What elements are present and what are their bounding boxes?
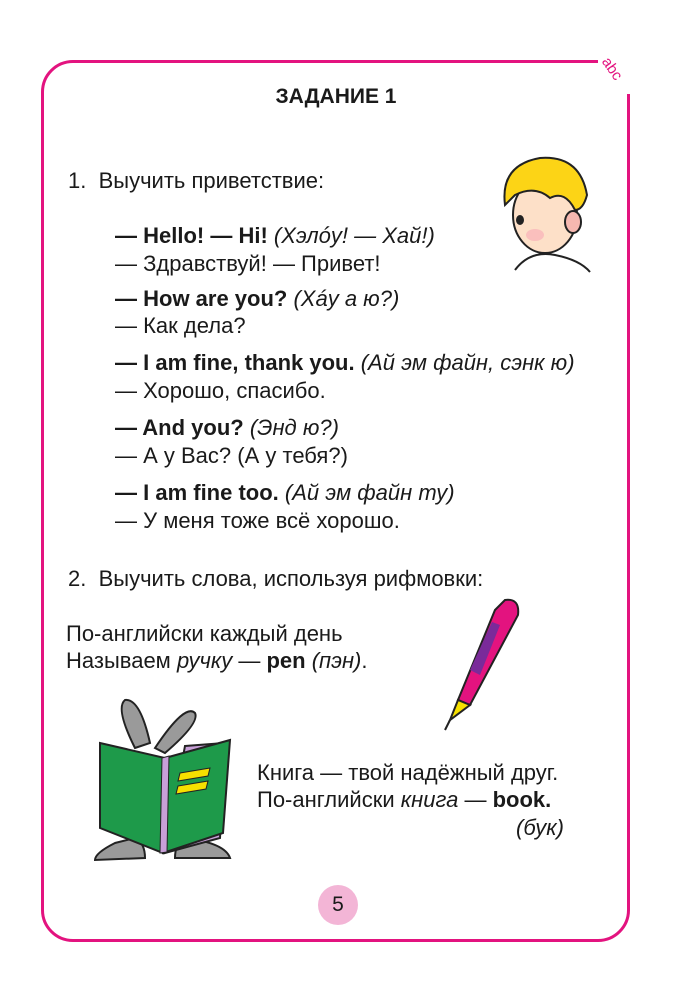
- dialogue-en-5: — I am fine too. (Ай эм файн ту): [115, 480, 455, 505]
- dialogue-en-3: — I am fine, thank you. (Ай эм файн, сэнк ю): [115, 350, 575, 375]
- rhyme-2-transcription: (бук): [516, 815, 564, 840]
- task-2-heading: 2. Выучить слова, используя рифмовки:: [68, 566, 484, 591]
- dialogue-en-2: — How are you? (Хáу а ю?): [115, 286, 400, 311]
- dialogue-en-4: — And you? (Энд ю?): [115, 415, 339, 440]
- dialogue-ru-1: — Здравствуй! — Привет!: [115, 251, 381, 276]
- dialogue-en-1: — Hello! — Hi! (Хэлóу! — Хай!): [115, 223, 435, 248]
- rhyme-1-line-1: По-английски каждый день: [66, 621, 343, 646]
- boy-illustration: [495, 150, 605, 275]
- page-title: ЗАДАНИЕ 1: [275, 85, 397, 108]
- dialogue-ru-3: — Хорошо, спасибо.: [115, 378, 326, 403]
- dialogue-ru-4: — А у Вас? (А у тебя?): [115, 443, 348, 468]
- task-1-heading: 1. Выучить приветствие:: [68, 168, 325, 193]
- rabbit-with-book-illustration: [85, 688, 245, 863]
- rhyme-1-line-2: Называем ручку — pen (пэн).: [66, 648, 368, 673]
- rhyme-2-line-2: По-английски книга — book.: [257, 787, 552, 812]
- dialogue-ru-5: — У меня тоже всё хорошо.: [115, 508, 400, 533]
- page-number: 5: [318, 885, 358, 925]
- dialogue-ru-2: — Как дела?: [115, 313, 246, 338]
- rhyme-2-line-1: Книга — твой надёжный друг.: [257, 760, 559, 785]
- pen-illustration: [440, 595, 530, 735]
- corner-label: abc: [598, 54, 626, 84]
